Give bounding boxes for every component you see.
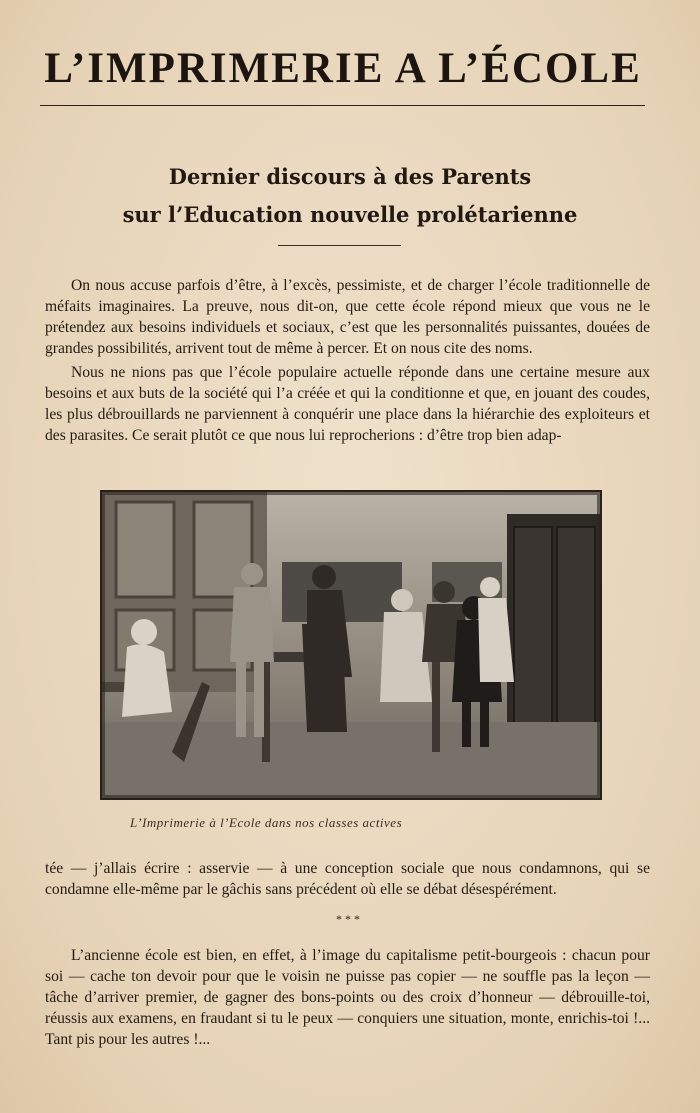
masthead-rule bbox=[40, 105, 645, 106]
article-body-bottom bbox=[45, 945, 650, 1050]
section-separator: * * * bbox=[336, 912, 360, 926]
headline-line-2: sur l’Education nouvelle prolétarienne bbox=[122, 202, 578, 227]
paragraph-3: L’ancienne école est bien, en effet, à l’image du capitalisme petit-bourgeois : chacun pour soi — cache ton devoir pour que le voisin ne puisse pas copier — ne souffle pas la leçon — tâche d’arriver premier, de gagner des bons-points ou des croix d’honneur — débrouille-toi, réussis aux examens, en fraudant si tu le peux — conquiers une situation, monte, enrichis-toi !... Tant pis pour les autres !... bbox=[45, 947, 650, 1048]
photo-caption: L’Imprimerie à l’Ecole dans nos classes actives bbox=[130, 815, 403, 830]
article-headline bbox=[80, 158, 620, 234]
article-body-top bbox=[45, 275, 650, 446]
headline-rule bbox=[278, 245, 401, 246]
classroom-photo-image bbox=[102, 492, 600, 798]
paragraph-1: On nous accuse parfois d’être, à l’excès, pessimiste, et de charger l’école traditionnelle de méfaits imaginaires. La preuve, nous dit-on, que cette école répond mieux que vous ne le prétendez aux besoins individuels et sociaux, c’est que les personnalités puissantes, douées de grandes possibilités, arrivent tout de même à percer. Et on nous cite des noms. bbox=[45, 277, 650, 357]
paragraph-continued: tée — j’allais écrire : asservie — à une conception sociale que nous condamnons, qui se condamne elle-même par le gâchis sans précédent où elle se débat désespérément. bbox=[45, 860, 650, 898]
article-body-continued bbox=[45, 858, 650, 900]
classroom-photo bbox=[100, 490, 602, 800]
headline-line-1: Dernier discours à des Parents bbox=[168, 164, 532, 189]
masthead-title: L’IMPRIMERIE A L’ÉCOLE bbox=[44, 45, 642, 92]
paragraph-2: Nous ne nions pas que l’école populaire actuelle réponde dans une certaine mesure aux besoins et aux buts de la société qui l’a créée et qui la conditionne et que, en jouant des coudes, les plus débrouillards ne parviennent à conquérir une place dans la hiérarchie des exploiteurs et des parasites. Ce serait plutôt ce que nous lui reprocherions : d’être trop bien adap- bbox=[45, 364, 650, 444]
